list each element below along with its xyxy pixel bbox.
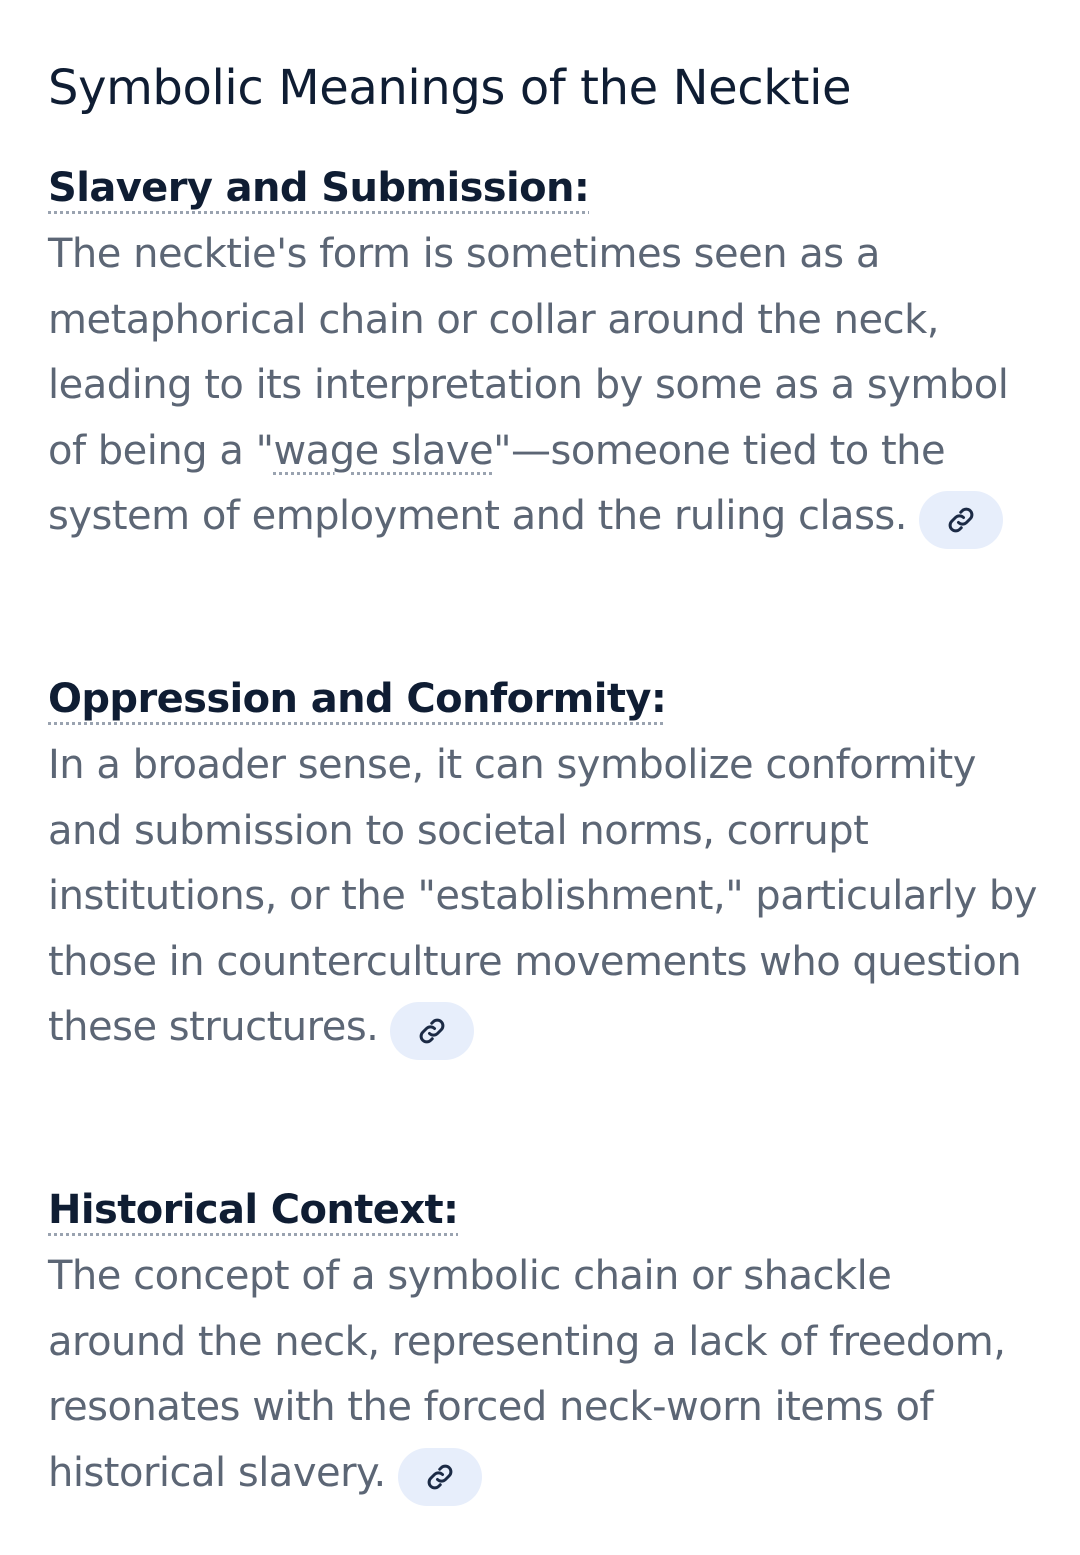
section-slavery-submission xyxy=(48,162,1038,550)
section-heading-slavery-submission[interactable]: Slavery and Submission: xyxy=(48,165,590,211)
citation-button[interactable] xyxy=(919,491,1003,549)
answer-content xyxy=(48,0,1038,1496)
body-text: The concept of a symbolic chain or shackle around the neck, representing a lack of freedom, resonates with the forced neck-worn items of historical slavery. xyxy=(48,1253,1006,1496)
body-text: In a broader sense, it can symbolize conformity and submission to societal norms, corrupt institutions, or the "establishment," particularly by those in counterculture movements who question these structures. xyxy=(48,742,1037,1050)
section-historical-context xyxy=(48,1184,1038,1506)
section-oppression-conformity xyxy=(48,673,1038,1061)
link-icon xyxy=(425,1462,455,1492)
body-text-part: The necktie's form is sometimes seen as a metaphorical chain or collar around the neck, leading to its interpretation by some as a symbol of being a " xyxy=(48,231,1009,474)
section-heading-historical-context[interactable]: Historical Context: xyxy=(48,1187,459,1233)
page-title: Symbolic Meanings of the Necktie xyxy=(48,60,852,116)
link-icon xyxy=(417,1016,447,1046)
body-text-part: "—someone tied to the system of employment and the ruling class. xyxy=(48,427,946,539)
section-body-historical-context xyxy=(48,1244,1038,1506)
citation-button[interactable] xyxy=(398,1448,482,1506)
section-body-slavery-submission xyxy=(48,222,1038,550)
section-body-oppression-conformity xyxy=(48,733,1038,1061)
term-link-wage-slave[interactable]: wage slave xyxy=(273,427,494,474)
link-icon xyxy=(946,505,976,535)
citation-button[interactable] xyxy=(390,1002,474,1060)
section-heading-oppression-conformity[interactable]: Oppression and Conformity: xyxy=(48,676,667,722)
